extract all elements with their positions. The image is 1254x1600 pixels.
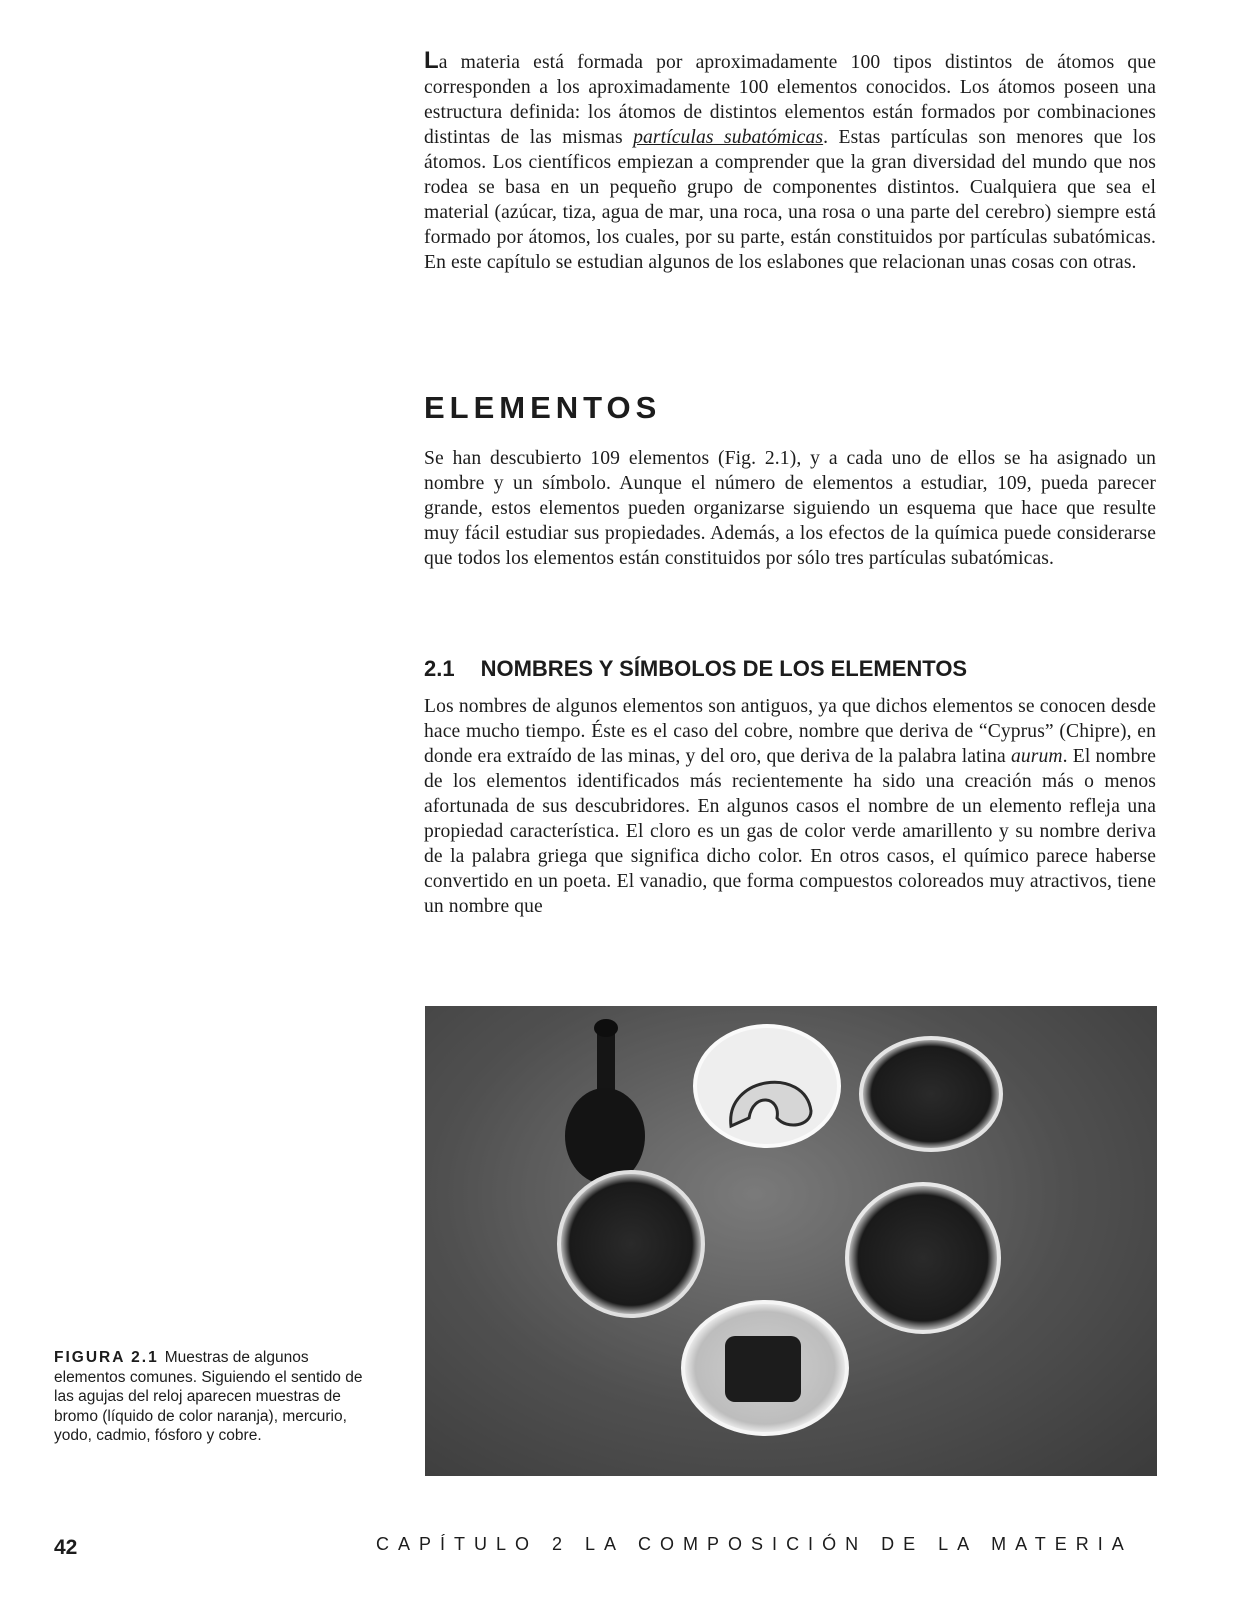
subsection-text-1: Los nombres de algunos elementos son antiguos, ya que dichos elementos se conocen desde hace mucho tiempo. Éste es el caso del cobre, nombre que deriva de “Cyprus” (Chipre), en donde era extraído de las minas, y del oro, que deriva de la palabra latina bbox=[424, 696, 1156, 767]
intro-paragraph bbox=[424, 48, 1156, 275]
copper-dish bbox=[559, 1172, 703, 1316]
section-text: Se han descubierto 109 elementos (Fig. 2.1), y a cada uno de ellos se ha asignado un nombre y un símbolo. Aunque el número de elementos a estudiar, 109, pueda parecer grande, estos elementos pueden organizarse siguiendo un esquema que hace que resulte muy fácil estudiar sus propiedades. Además, a los efectos de la química puede considerarse que todos los elementos están constituidos por sólo tres partículas subatómicas. bbox=[424, 448, 1156, 569]
figure-photo bbox=[425, 1006, 1157, 1476]
subsection-paragraph bbox=[424, 694, 1156, 919]
intro-emphasis: partículas subatómicas bbox=[633, 127, 824, 148]
figure-label: FIGURA 2.1 bbox=[54, 1349, 159, 1366]
iodine-dish bbox=[861, 1038, 1001, 1150]
subsection-title: NOMBRES Y SÍMBOLOS DE LOS ELEMENTOS bbox=[480, 656, 968, 681]
drop-cap: L bbox=[424, 47, 439, 74]
section-title: ELEMENTOS bbox=[424, 390, 662, 425]
running-head: CAPÍTULO 2 LA COMPOSICIÓN DE LA MATERIA bbox=[376, 1534, 1133, 1554]
page-number: 42 bbox=[54, 1536, 78, 1559]
section-paragraph bbox=[424, 446, 1156, 571]
phosphorus-dish bbox=[683, 1302, 847, 1434]
element-samples-illustration bbox=[425, 1006, 1157, 1476]
intro-text-2: . Estas partículas son menores que los átomos. Los científicos empiezan a comprender que la gran diversidad del mundo que nos rodea se basa en un pequeño grupo de componentes distintos. Cualquiera que sea el material (azúcar, tiza, agua de mar, una roca, una rosa o una parte del cerebro) siempre está formado por átomos, los cuales, por su parte, están constituidos por partículas subatómicas. En este capítulo se estudian algunos de los eslabones que relacionan unas cosas con otras. bbox=[424, 127, 1156, 273]
figure-caption bbox=[54, 1348, 384, 1446]
cadmium-dish bbox=[847, 1184, 999, 1332]
intro-text-1: a materia está formada por aproximadamente 100 tipos distintos de átomos que corresponden a los aproximadamente 100 elementos conocidos. Los átomos poseen una estructura definida: los átomos de distintos elementos están formados por combinaciones distintas de las mismas bbox=[424, 52, 1156, 148]
subsection-italic: aurum bbox=[1010, 746, 1063, 767]
mercury-dish bbox=[695, 1026, 839, 1146]
figure-caption-text: Muestras de algunos elementos comunes. Siguiendo el sentido de las agujas del reloj aparecen muestras de bromo (líquido de color naranja), mercurio, yodo, cadmio, fósforo y cobre. bbox=[54, 1349, 363, 1444]
subsection-heading bbox=[424, 656, 967, 682]
subsection-text-2: . El nombre de los elementos identificados más recientemente ha sido una creación más o menos afortunada de sus descubridores. En algunos casos el nombre de un elemento refleja una propiedad característica. El cloro es un gas de color verde amarillento y su nombre deriva de la palabra griega que significa dicho color. En otros casos, el químico parece haberse convertido en un poeta. El vanadio, que forma compuestos coloreados muy atractivos, tiene un nombre que bbox=[424, 746, 1157, 917]
subsection-number: 2.1 bbox=[424, 656, 455, 681]
